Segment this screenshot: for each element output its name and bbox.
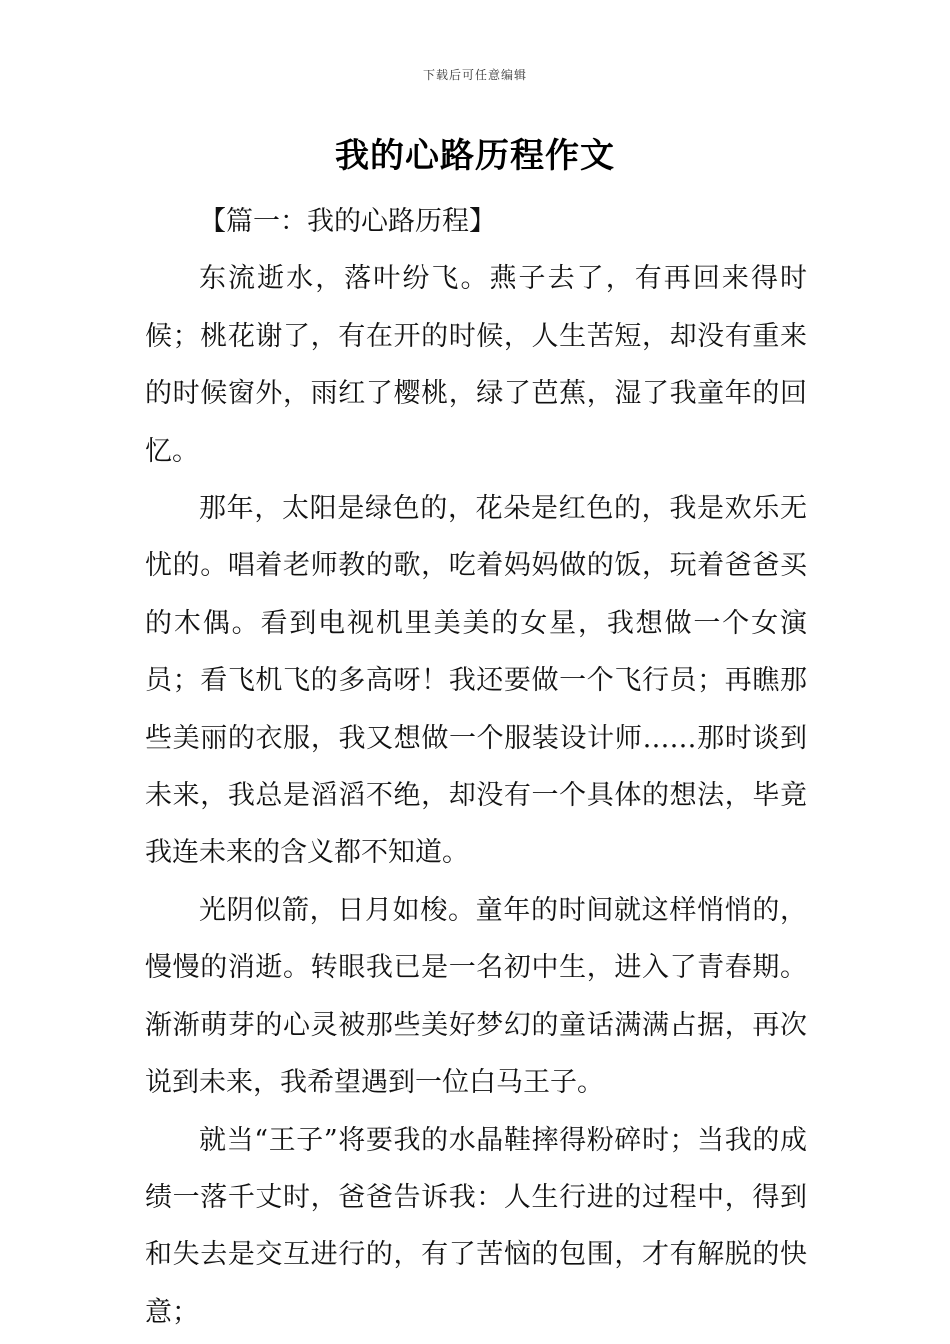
header-note: 下载后可任意编辑	[422, 68, 527, 82]
paragraph-2: 那年，太阳是绿色的，花朵是红色的，我是欢乐无忧的。唱着老师教的歌，吃着妈妈做的饭，玩着爸爸买的木偶。看到电视机里美美的女星，我想做一个女演员；看飞机飞的多高呀！我还要做一个飞行员；再瞧那些美丽的衣服，我又想做一个服装设计师……那时谈到未来，我总是滔滔不绝，却没有一个具体的想法，毕竟我连未来的含义都不知道。	[145, 493, 807, 869]
section-heading: 【篇一：我的心路历程】	[199, 206, 496, 237]
document-body	[145, 193, 807, 1341]
paragraph-3: 光阴似箭，日月如梭。童年的时间就这样悄悄的，慢慢的消逝。转眼我已是一名初中生，进入了青春期。渐渐萌芽的心灵被那些美好梦幻的童话满满占据，再次说到未来，我希望遇到一位白马王子。	[145, 894, 807, 1099]
paragraph-1: 东流逝水，落叶纷飞。燕子去了，有再回来得时候；桃花谢了，有在开的时候，人生苦短，却没有重来的时候窗外，雨红了樱桃，绿了芭蕉，湿了我童年的回忆。	[145, 263, 807, 467]
paragraph-4: 就当“王子”将要我的水晶鞋摔得粉碎时；当我的成绩一落千丈时，爸爸告诉我：人生行进的过程中，得到和失去是交互进行的，有了苦恼的包围，才有解脱的快意；	[145, 1124, 807, 1328]
document-title: 我的心路历程作文	[335, 136, 615, 176]
